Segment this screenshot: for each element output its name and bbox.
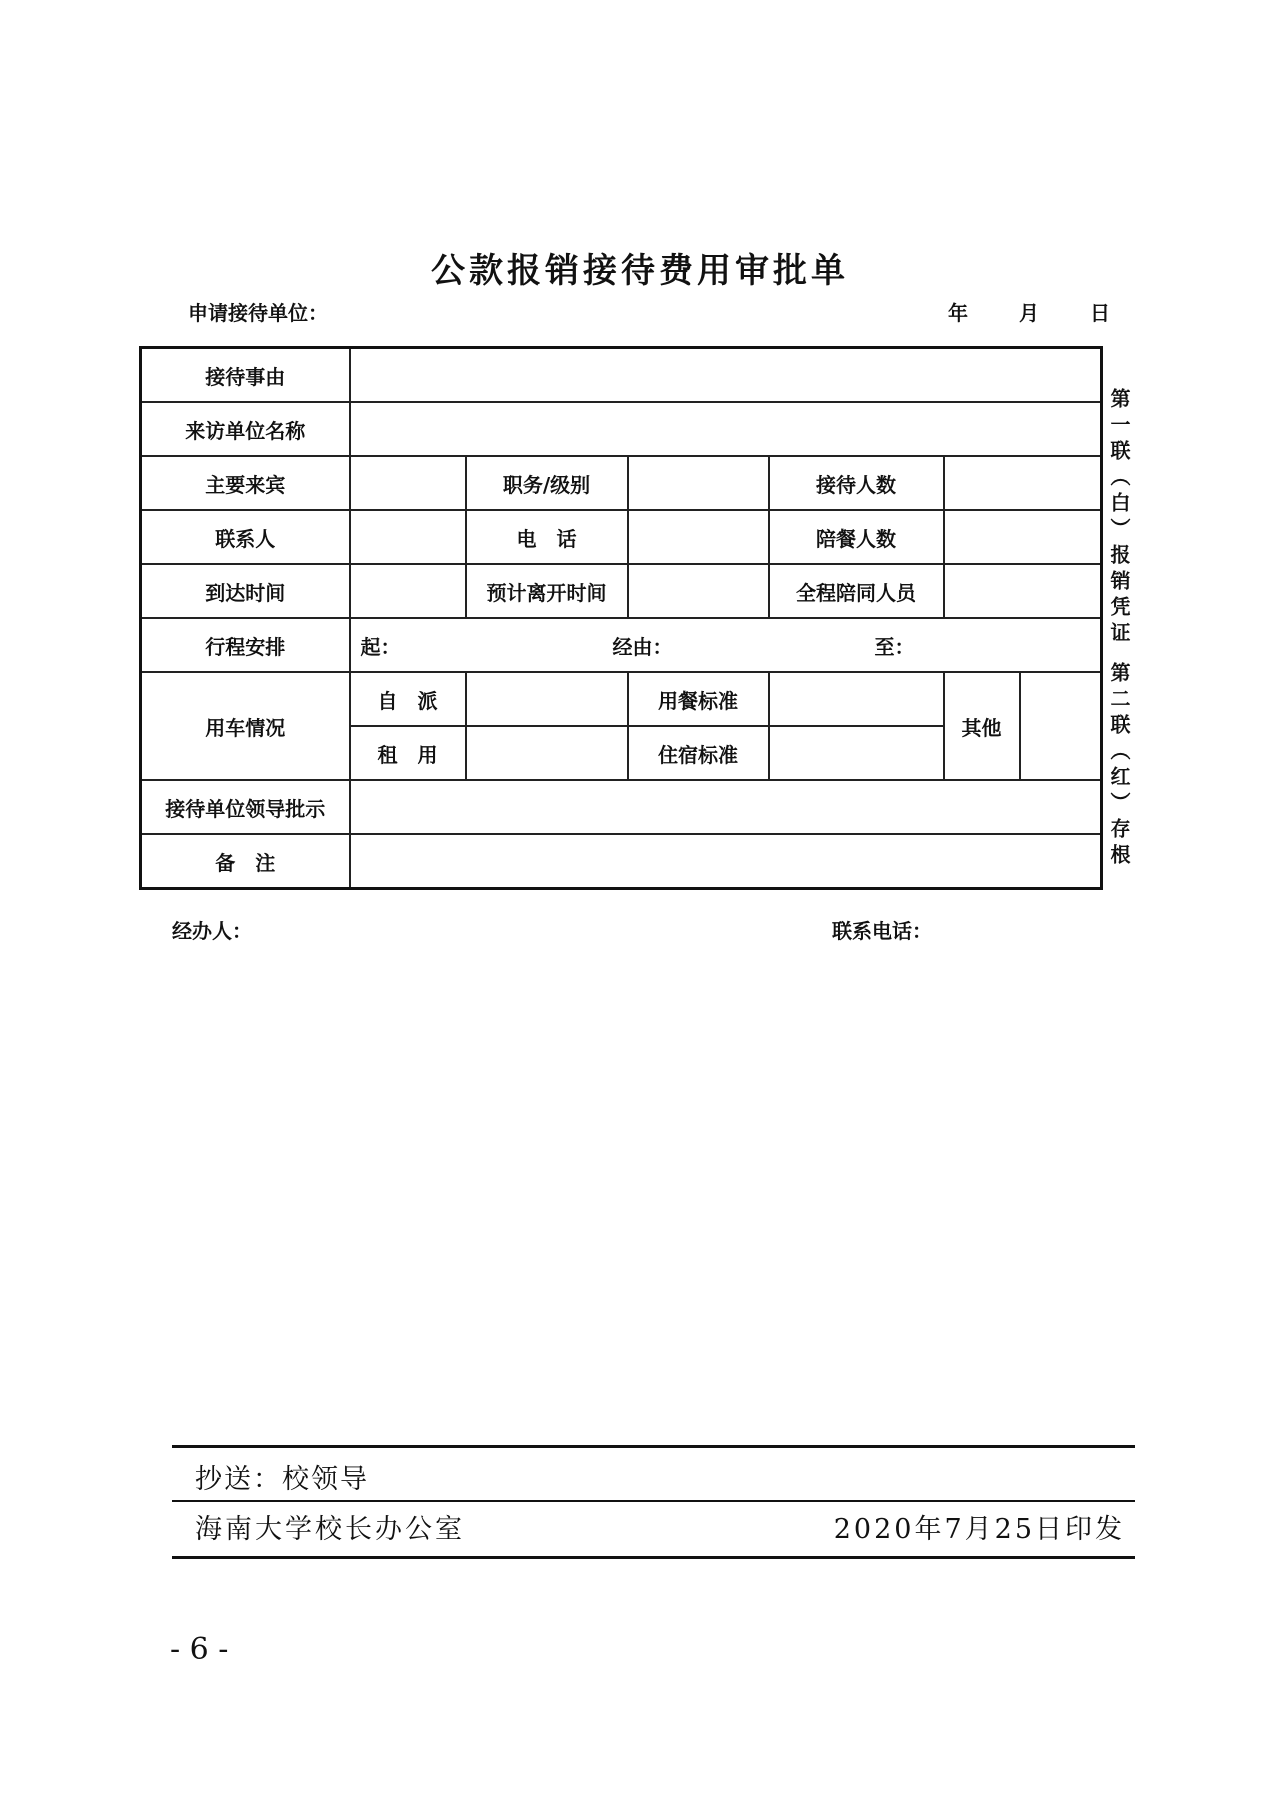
reception-count-field[interactable] — [944, 456, 1102, 510]
table-row — [141, 672, 1102, 726]
lodging-standard-label: 住宿标准 — [628, 726, 769, 780]
table-row — [141, 618, 1102, 672]
position-field[interactable] — [628, 456, 769, 510]
contact-label: 联系人 — [141, 510, 350, 564]
form-title: 公款报销接待费用审批单 — [431, 251, 849, 291]
day-label: 日 — [1089, 301, 1110, 325]
table-row — [141, 780, 1102, 834]
remark-label: 备 注 — [141, 834, 350, 889]
table-row — [141, 510, 1102, 564]
itinerary-via-label: 经由： — [612, 634, 673, 659]
page-number: - 6 - — [170, 1632, 229, 1667]
cc-line: 抄送：校领导 — [195, 1464, 369, 1495]
phone-field[interactable] — [628, 510, 769, 564]
departure-time-label: 预计离开时间 — [466, 564, 628, 618]
reason-field[interactable] — [350, 348, 1102, 403]
approval-form-table — [139, 346, 1103, 890]
issuing-office: 海南大学校长办公室 — [195, 1514, 465, 1545]
self-dispatch-label: 自 派 — [350, 672, 466, 726]
contact-phone-label: 联系电话： — [832, 919, 932, 943]
table-row — [141, 402, 1102, 456]
visiting-unit-label: 来访单位名称 — [141, 402, 350, 456]
lodging-standard-field[interactable] — [769, 726, 944, 780]
dining-count-label: 陪餐人数 — [769, 510, 944, 564]
copy2-note: 第二联（红）存根 — [1107, 662, 1131, 870]
meal-standard-field[interactable] — [769, 672, 944, 726]
other-label: 其他 — [944, 672, 1020, 780]
date-fields — [948, 297, 1110, 326]
position-label: 职务/级别 — [466, 456, 628, 510]
copy1-note: 第一联（白）报销凭证 — [1107, 388, 1131, 648]
vehicle-label: 用车情况 — [141, 672, 350, 780]
table-row — [141, 348, 1102, 403]
visiting-unit-field[interactable] — [350, 402, 1102, 456]
divider — [172, 1500, 1135, 1502]
arrival-time-field[interactable] — [350, 564, 466, 618]
reason-label: 接待事由 — [141, 348, 350, 403]
month-label: 月 — [1018, 301, 1039, 325]
itinerary-field[interactable] — [350, 618, 1102, 672]
main-guest-label: 主要来宾 — [141, 456, 350, 510]
handler-label: 经办人： — [172, 919, 252, 943]
table-row — [141, 564, 1102, 618]
reception-count-label: 接待人数 — [769, 456, 944, 510]
table-row — [141, 456, 1102, 510]
rental-label: 租 用 — [350, 726, 466, 780]
arrival-time-label: 到达时间 — [141, 564, 350, 618]
itinerary-label: 行程安排 — [141, 618, 350, 672]
departure-time-field[interactable] — [628, 564, 769, 618]
other-field[interactable] — [1020, 672, 1102, 780]
divider — [172, 1556, 1135, 1559]
year-label: 年 — [948, 301, 968, 325]
remark-field[interactable] — [350, 834, 1102, 889]
itinerary-from-label: 起： — [360, 634, 401, 659]
applicant-unit-label: 申请接待单位： — [188, 301, 328, 325]
issue-date: 2020年7月25日印发 — [833, 1514, 1125, 1545]
itinerary-to-label: 至： — [874, 634, 915, 659]
contact-field[interactable] — [350, 510, 466, 564]
divider — [172, 1445, 1135, 1448]
leader-instruction-field[interactable] — [350, 780, 1102, 834]
escort-field[interactable] — [944, 564, 1102, 618]
escort-label: 全程陪同人员 — [769, 564, 944, 618]
self-dispatch-field[interactable] — [466, 672, 628, 726]
rental-field[interactable] — [466, 726, 628, 780]
dining-count-field[interactable] — [944, 510, 1102, 564]
meal-standard-label: 用餐标准 — [628, 672, 769, 726]
main-guest-field[interactable] — [350, 456, 466, 510]
table-row — [141, 834, 1102, 889]
phone-label: 电 话 — [466, 510, 628, 564]
leader-instruction-label: 接待单位领导批示 — [141, 780, 350, 834]
